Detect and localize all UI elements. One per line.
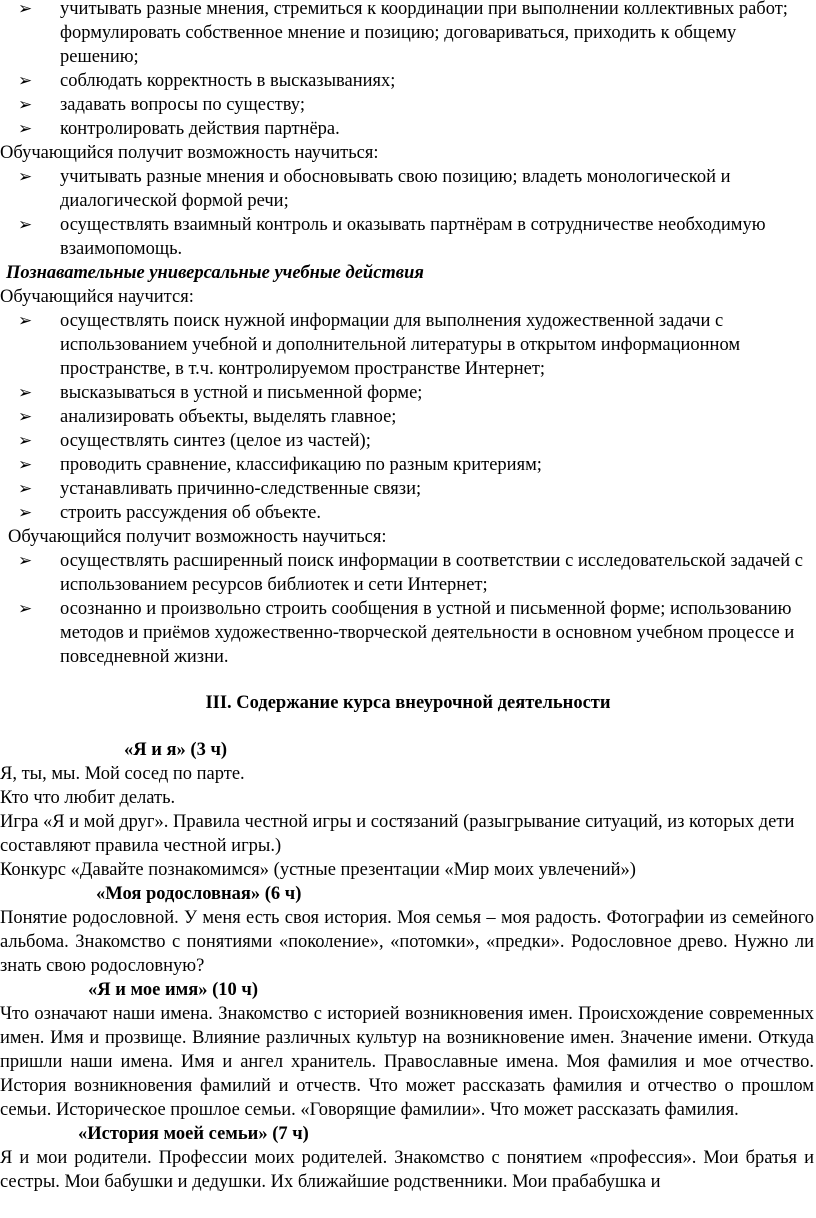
arrow-bullet-icon: ➢ [18, 311, 33, 331]
arrow-bullet-icon: ➢ [18, 479, 33, 499]
topic-line: Кто что любит делать. [0, 788, 176, 808]
list-item: ➢ анализировать объекты, выделять главное; [18, 407, 397, 427]
section-title: III. Содержание курса внеурочной деятельности [205, 693, 611, 713]
topic-line: Игра «Я и мой друг». Правила честной игры и состязаний (разыгрывание ситуаций, из которых дети составляют правила честной игры.) [0, 812, 795, 856]
arrow-bullet-icon: ➢ [18, 383, 33, 403]
bullet-list-communicative-learn [0, 0, 816, 141]
list-item: ➢ осуществлять взаимный контроль и оказывать партнёрам в сотрудничестве необходимую взаимопомощь. [18, 215, 766, 259]
list-item: ➢ строить рассуждения об объекте. [18, 503, 321, 523]
topic-line: Конкурс «Давайте познакомимся» (устные презентации «Мир моих увлечений») [0, 860, 636, 880]
lead-text: Обучающийся научится: [0, 287, 194, 307]
topic-title: «Я и мое имя» (10 ч) [88, 980, 258, 1000]
list-item: ➢ соблюдать корректность в высказываниях; [18, 71, 396, 91]
bullet-list-communicative-opportunity [0, 165, 816, 261]
topic-paragraph: Что означают наши имена. Знакомство с историей возникновения имен. Происхождение современных имен. Имя и прозвище. Влияние различных культур на возникновение имен. Значение имени. Откуда пришли наши имена. Имя и ангел хранитель. Православные имена. Моя фамилия и мое отчество. История возникновения фамилий и отчеств. Что может рассказать фамилия и отчество о прошлом семьи. Историческое прошлое семьи. «Говорящие фамилии». Что может рассказать фамилия. [0, 1004, 814, 1120]
arrow-bullet-icon: ➢ [18, 407, 33, 427]
topic-line: Я, ты, мы. Мой сосед по парте. [0, 764, 245, 784]
arrow-bullet-icon: ➢ [18, 95, 33, 115]
list-item: ➢ учитывать разные мнения и обосновывать свою позицию; владеть монологической и диалогической формой речи; [18, 167, 731, 211]
lead-text: Обучающийся получит возможность научиться: [8, 527, 387, 547]
arrow-bullet-icon: ➢ [18, 119, 33, 139]
arrow-bullet-icon: ➢ [18, 455, 33, 475]
arrow-bullet-icon: ➢ [18, 431, 33, 451]
subheading: Познавательные универсальные учебные действия [6, 263, 424, 283]
topic-paragraph: Понятие родословной. У меня есть своя история. Моя семья – моя радость. Фотографии из семейного альбома. Знакомство с понятиями «поколение», «потомки», «предки». Родословное древо. Нужно ли знать свою родословную? [0, 908, 814, 976]
list-item: ➢ задавать вопросы по существу; [18, 95, 305, 115]
arrow-bullet-icon: ➢ [18, 599, 33, 619]
list-item: ➢ проводить сравнение, классификацию по разным критериям; [18, 455, 542, 475]
arrow-bullet-icon: ➢ [18, 551, 33, 571]
lead-text: Обучающийся получит возможность научиться: [0, 143, 379, 163]
bullet-list-cognitive-learn [0, 309, 816, 525]
list-item: ➢ контролировать действия партнёра. [18, 119, 340, 139]
topic-title: «История моей семьи» (7 ч) [78, 1124, 309, 1144]
list-item: ➢ учитывать разные мнения, стремиться к координации при выполнении коллективных работ; формулировать собственное мнение и позицию; договариваться, приходить к общему решению; [0, 0, 816, 69]
list-item: ➢ устанавливать причинно-следственные связи; [18, 479, 422, 499]
list-item: ➢ осуществлять расширенный поиск информации в соответствии с исследовательской задачей с использованием ресурсов библиотек и сети Интернет; [18, 551, 803, 595]
list-item: ➢ осознанно и произвольно строить сообщения в устной и письменной форме; использованию методов и приёмов художественно-творческой деятельности в основном учебном процессе и повседневной жизни. [18, 599, 795, 667]
arrow-bullet-icon: ➢ [18, 215, 33, 235]
arrow-bullet-icon: ➢ [18, 0, 33, 19]
topic-title: «Моя родословная» (6 ч) [96, 884, 302, 904]
arrow-bullet-icon: ➢ [18, 167, 33, 187]
arrow-bullet-icon: ➢ [18, 71, 33, 91]
arrow-bullet-icon: ➢ [18, 503, 33, 523]
list-item: ➢ осуществлять поиск нужной информации для выполнения художественной задачи с использованием учебной и дополнительной литературы в открытом информационном пространстве, в т.ч. контролируемом пространстве Интернет; [18, 311, 741, 379]
list-item: ➢ осуществлять синтез (целое из частей); [18, 431, 371, 451]
list-item: ➢ высказываться в устной и письменной форме; [18, 383, 423, 403]
topic-title: «Я и я» (3 ч) [124, 740, 228, 760]
bullet-list-cognitive-opportunity [0, 549, 816, 669]
spacer [0, 715, 816, 738]
spacer [0, 669, 816, 691]
topic-paragraph: Я и мои родители. Профессии моих родителей. Знакомство с понятием «профессия». Мои братья и сестры. Мои бабушки и дедушки. Их ближайшие родственники. Мои прабабушка и [0, 1148, 814, 1192]
